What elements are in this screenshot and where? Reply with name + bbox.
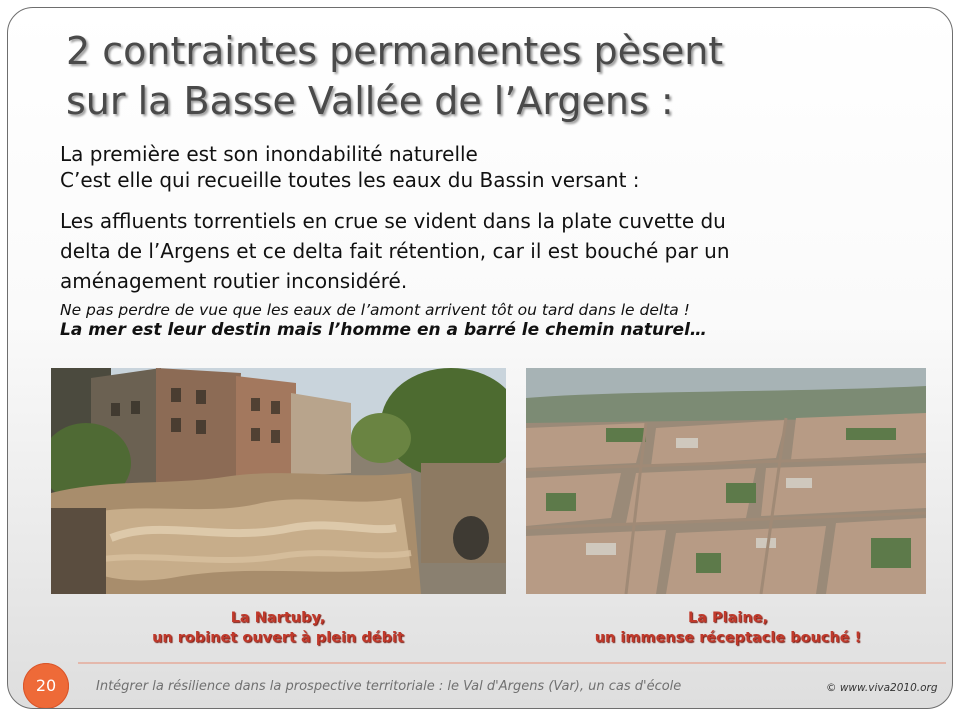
paragraph-line-1: Les affluents torrentiels en crue se vident dans la plate cuvette du <box>60 209 726 233</box>
caption-left-line-1: La Nartuby, <box>230 610 326 626</box>
caption-nartuby <box>78 608 478 648</box>
caption-right-line-1: La Plaine, <box>687 610 769 626</box>
paragraph-line-2: delta de l’Argens et ce delta fait rétention, car il est bouché par un <box>60 239 730 263</box>
note-bold: La mer est leur destin mais l’homme en a barré le chemin naturel… <box>60 320 707 340</box>
intro-line-2: C’est elle qui recueille toutes les eaux du Bassin versant : <box>60 168 640 192</box>
intro-line-1: La première est son inondabilité naturelle <box>60 142 478 166</box>
paragraph-line-3: aménagement routier inconsidéré. <box>60 269 408 293</box>
footer-text: Intégrer la résilience dans la prospective territoriale : le Val d'Argens (Var), un cas d'école <box>96 679 682 694</box>
nartuby-flood-photo <box>51 368 506 594</box>
note-text <box>60 300 950 340</box>
copyright-text: © www.viva2010.org <box>826 682 938 694</box>
page-number-badge: 20 <box>23 663 69 709</box>
slide <box>7 7 953 709</box>
caption-right-line-2: un immense réceptacle bouché ! <box>594 630 862 646</box>
caption-left-line-2: un robinet ouvert à plein débit <box>152 630 404 646</box>
title-line-1: 2 contraintes permanentes pèsent <box>66 29 724 73</box>
note-italic: Ne pas perdre de vue que les eaux de l’amont arrivent tôt ou tard dans le delta ! <box>60 301 690 319</box>
footer-divider <box>78 662 946 664</box>
plaine-aerial-photo <box>526 368 926 594</box>
title-line-2: sur la Basse Vallée de l’Argens : <box>66 79 674 123</box>
paragraph-text <box>60 206 950 296</box>
slide-title <box>66 26 926 126</box>
intro-text <box>60 141 950 193</box>
caption-plaine <box>528 608 928 648</box>
